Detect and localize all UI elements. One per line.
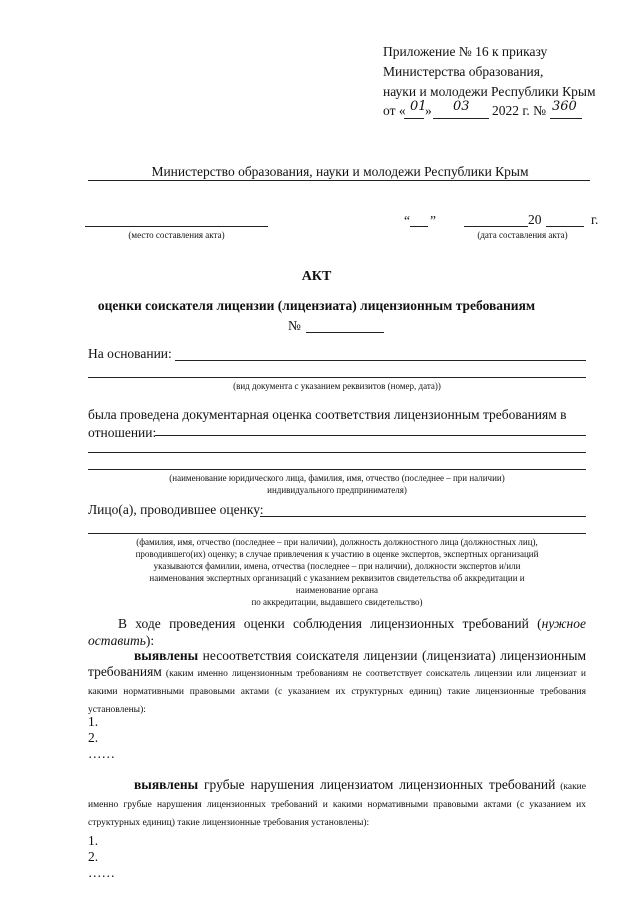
persons-caption-3: указываются фамилии, имена, отчества (последнее – при наличии), должности экспертов и/или — [153, 561, 521, 571]
violations1-small: (каким именно лицензионным требованиям не соответствует соискатель лицензии или лицензиат и какими нормативными правовыми актами (с указанием их структурных единиц) такие лицензионные требования установлены): — [88, 669, 586, 715]
violations2-item-ellipsis: …… — [88, 865, 115, 880]
inspection-text: была проведена документарная оценка соответствия лицензионным требованиям в отношении: — [88, 407, 567, 440]
violations1-item-2: 2. — [88, 730, 99, 745]
basis-caption: (вид документа с указанием реквизитов (номер, дата)) — [233, 381, 441, 391]
basis-line-2 — [88, 377, 586, 378]
basis-line-1 — [175, 360, 586, 361]
violations1-item-ellipsis: …… — [88, 746, 115, 761]
date-year-prefix: 20 — [528, 212, 542, 227]
persons-caption-2: проводившего(их) оценку; в случае привлечения к участию в оценке экспертов, экспертных организаций — [135, 549, 539, 559]
persons-label: Лицо(а), проводившее оценку: — [88, 502, 264, 517]
persons-line-1 — [260, 516, 586, 517]
day-underline — [404, 118, 424, 119]
ministry-underline — [88, 180, 590, 181]
violations1-paragraph — [88, 648, 586, 718]
persons-line-2 — [88, 533, 586, 534]
date-close-quote: ” — [430, 213, 436, 228]
persons-caption-6: по аккредитации, выдавшего свидетельство) — [251, 597, 423, 607]
handwritten-day: 01 — [410, 99, 427, 114]
persons-caption-4: наименования экспертных организаций с указанием реквизитов свидетельства об аккредитации и — [149, 573, 525, 583]
date-year-suffix: г. — [591, 212, 599, 227]
entity-caption-2: индивидуального предпринимателя) — [267, 485, 407, 495]
date-mid: » — [425, 103, 432, 118]
act-number-sign: № — [288, 318, 301, 333]
course-text: В ходе проведения оценки соблюдения лицензионных требований ( — [118, 616, 542, 631]
violations1-item-1: 1. — [88, 714, 99, 729]
appendix-line-1: Приложение № 16 к приказу — [383, 44, 548, 59]
persons-caption-5: наименование органа — [295, 585, 379, 595]
persons-caption-1: (фамилия, имя, отчество (последнее – при наличии), должность должностного лица (должностных лиц), — [136, 537, 538, 547]
inspection-line-2 — [88, 452, 586, 453]
act-subtitle: оценки соискателя лицензии (лицензиата) лицензионным требованиям — [97, 298, 536, 313]
course-end: ): — [145, 633, 155, 648]
date-caption: (дата составления акта) — [477, 230, 568, 240]
handwritten-month: 03 — [453, 99, 470, 114]
date-prefix: от « — [383, 103, 406, 118]
violations2-paragraph — [88, 777, 586, 831]
appendix-date-line — [383, 103, 406, 119]
violations2-item-1: 1. — [88, 833, 99, 848]
violations2-bold: выявлены — [134, 777, 199, 792]
month-underline — [433, 118, 489, 119]
violations2-small: (какие именно грубые нарушения лицензионных требований и какими нормативными правовыми актами (с указанием их структурных единиц) такие лицензионные требования установлены): — [88, 782, 586, 828]
number-underline — [550, 118, 582, 119]
date-year-line — [546, 226, 584, 227]
date-day-line — [410, 226, 428, 227]
date-open-quote: “ — [404, 213, 410, 228]
ministry-name: Министерство образования, науки и молодежи Республики Крым — [151, 164, 529, 179]
handwritten-number: 360 — [552, 99, 577, 114]
basis-label: На основании: — [88, 346, 172, 361]
act-title: АКТ — [301, 269, 332, 284]
inspection-line-3 — [88, 469, 586, 470]
act-number-line — [306, 332, 384, 333]
violations2-text: грубые нарушения лицензиатом лицензионных требований — [198, 777, 556, 792]
violations1-bold: выявлены — [134, 648, 199, 663]
year-number-text: 2022 г. № — [492, 103, 547, 118]
entity-caption-1: (наименование юридического лица, фамилия, имя, отчество (последнее – при наличии) — [169, 473, 505, 483]
inspection-line-1 — [155, 435, 586, 436]
appendix-line-3: науки и молодежи Республики Крым — [383, 84, 596, 99]
violations1-text: несоответствия соискателя лицензии (лицензиата) лицензионным требованиям — [88, 648, 586, 679]
course-italic: нужное оставить — [88, 616, 586, 648]
date-month-line — [464, 226, 528, 227]
place-caption: (место составления акта) — [128, 230, 225, 240]
course-paragraph — [88, 615, 586, 649]
place-field-line — [85, 226, 268, 227]
violations2-item-2: 2. — [88, 849, 99, 864]
appendix-line-2: Министерства образования, — [383, 64, 544, 79]
